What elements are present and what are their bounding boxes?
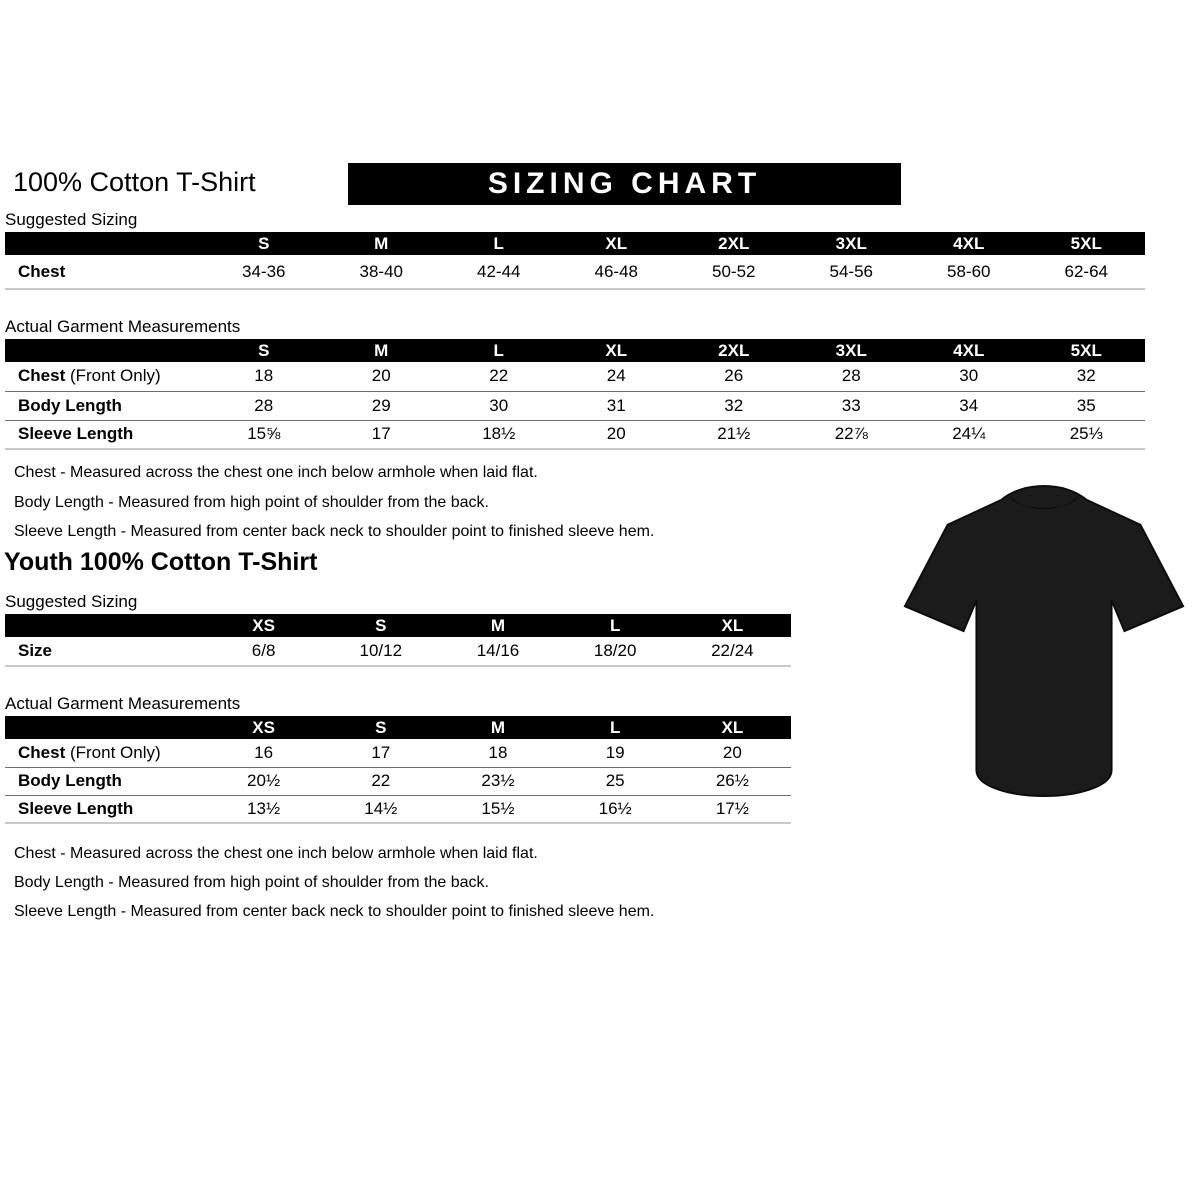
tshirt-image	[890, 468, 1198, 824]
column-header: M	[439, 716, 556, 739]
size-value: 14½	[322, 795, 439, 823]
youth-actual-table	[5, 716, 791, 824]
size-value: 15½	[439, 795, 556, 823]
size-value: 17½	[674, 795, 791, 823]
youth-actual-heading: Actual Garment Measurements	[5, 694, 241, 713]
column-header: 3XL	[793, 339, 911, 362]
adult-suggested-table	[5, 232, 1145, 290]
size-value: 32	[1028, 362, 1146, 391]
column-header: XL	[674, 614, 791, 637]
size-value: 13½	[205, 795, 322, 823]
size-value: 6/8	[205, 637, 322, 666]
youth-suggested-table	[5, 614, 791, 667]
tshirt-icon	[890, 468, 1198, 824]
column-header: L	[440, 339, 558, 362]
corner-cell	[5, 716, 205, 739]
youth-measurement-note-chest: Chest - Measured across the chest one inch below armhole when laid flat.	[14, 845, 538, 862]
corner-cell	[5, 232, 205, 255]
measurement-note-chest: Chest - Measured across the chest one inch below armhole when laid flat.	[14, 464, 538, 481]
size-value: 22⅞	[793, 420, 911, 449]
row-label	[5, 637, 205, 666]
row-label-text: Sleeve Length	[18, 424, 134, 444]
table-row	[5, 637, 791, 666]
row-label	[5, 362, 205, 391]
adult-actual-heading: Actual Garment Measurements	[5, 317, 241, 336]
column-header: XL	[674, 716, 791, 739]
row-label	[5, 391, 205, 420]
size-value: 17	[322, 739, 439, 767]
size-value: 38-40	[323, 255, 441, 289]
size-value: 62-64	[1028, 255, 1146, 289]
column-header: 2XL	[675, 339, 793, 362]
page-title: 100% Cotton T-Shirt	[13, 167, 256, 197]
column-header: S	[322, 716, 439, 739]
size-value: 50-52	[675, 255, 793, 289]
column-header: L	[440, 232, 558, 255]
corner-cell	[5, 614, 205, 637]
size-value: 20½	[205, 767, 322, 795]
column-header: XS	[205, 716, 322, 739]
banner-text: SIZING CHART	[487, 167, 762, 200]
size-value: 30	[910, 362, 1028, 391]
row-label-text: Body Length	[18, 395, 122, 415]
size-value: 33	[793, 391, 911, 420]
size-value: 34	[910, 391, 1028, 420]
size-value: 14/16	[439, 637, 556, 666]
column-header: S	[205, 232, 323, 255]
column-header: 3XL	[793, 232, 911, 255]
column-header: L	[557, 614, 674, 637]
youth-suggested-heading: Suggested Sizing	[5, 592, 138, 611]
adult-actual-table	[5, 339, 1145, 450]
table-row	[5, 255, 1145, 289]
size-value: 23½	[439, 767, 556, 795]
column-header: M	[323, 232, 441, 255]
table-row	[5, 362, 1145, 391]
size-value: 20	[323, 362, 441, 391]
column-header: 5XL	[1028, 232, 1146, 255]
size-value: 15⅝	[205, 420, 323, 449]
table-row	[5, 391, 1145, 420]
size-value: 22	[440, 362, 558, 391]
row-label	[5, 767, 205, 795]
size-value: 58-60	[910, 255, 1028, 289]
size-value: 18	[205, 362, 323, 391]
measurement-note-body-length: Body Length - Measured from high point of shoulder from the back.	[14, 494, 489, 511]
size-value: 22/24	[674, 637, 791, 666]
row-label-text: Body Length	[18, 771, 122, 790]
row-label	[5, 795, 205, 823]
size-value: 16½	[557, 795, 674, 823]
row-label	[5, 255, 205, 289]
row-label-sub: (Front Only)	[69, 742, 161, 762]
column-header: M	[439, 614, 556, 637]
column-header: S	[322, 614, 439, 637]
size-value: 35	[1028, 391, 1146, 420]
youth-measurement-note-sleeve-length: Sleeve Length - Measured from center back neck to shoulder point to finished sleeve hem.	[14, 903, 655, 920]
size-value: 18	[439, 739, 556, 767]
size-value: 25⅓	[1028, 420, 1146, 449]
sizing-chart-banner	[348, 163, 901, 205]
table-row	[5, 767, 791, 795]
size-value: 21½	[675, 420, 793, 449]
row-label	[5, 739, 205, 767]
column-header: 4XL	[910, 339, 1028, 362]
size-value: 16	[205, 739, 322, 767]
column-header: XS	[205, 614, 322, 637]
table-header-row	[5, 339, 1145, 362]
row-label-text: Chest	[18, 366, 66, 386]
adult-suggested-heading: Suggested Sizing	[5, 210, 138, 229]
column-header: 5XL	[1028, 339, 1146, 362]
corner-cell	[5, 339, 205, 362]
table-row	[5, 420, 1145, 449]
size-value: 29	[323, 391, 441, 420]
size-value: 22	[322, 767, 439, 795]
size-value: 28	[793, 362, 911, 391]
size-value: 28	[205, 391, 323, 420]
row-label	[5, 420, 205, 449]
size-value: 20	[674, 739, 791, 767]
size-value: 20	[558, 420, 676, 449]
size-value: 18/20	[557, 637, 674, 666]
size-value: 30	[440, 391, 558, 420]
size-value: 24¼	[910, 420, 1028, 449]
row-label-text: Chest	[18, 742, 66, 762]
size-value: 25	[557, 767, 674, 795]
size-value: 34-36	[205, 255, 323, 289]
size-value: 46-48	[558, 255, 676, 289]
table-header-row	[5, 614, 791, 637]
column-header: L	[557, 716, 674, 739]
table-header-row	[5, 716, 791, 739]
row-label-text: Sleeve Length	[18, 798, 134, 818]
column-header: XL	[558, 232, 676, 255]
row-label-text: Size	[18, 641, 53, 660]
youth-section-title: Youth 100% Cotton T-Shirt	[4, 548, 318, 576]
size-value: 24	[558, 362, 676, 391]
size-value: 42-44	[440, 255, 558, 289]
table-header-row	[5, 232, 1145, 255]
size-value: 26	[675, 362, 793, 391]
measurement-note-sleeve-length: Sleeve Length - Measured from center back neck to shoulder point to finished sleeve hem.	[14, 523, 655, 540]
column-header: XL	[558, 339, 676, 362]
youth-measurement-note-body-length: Body Length - Measured from high point of shoulder from the back.	[14, 874, 489, 891]
size-value: 19	[557, 739, 674, 767]
table-row	[5, 795, 791, 823]
size-value: 18½	[440, 420, 558, 449]
size-value: 31	[558, 391, 676, 420]
size-value: 10/12	[322, 637, 439, 666]
column-header: 2XL	[675, 232, 793, 255]
column-header: M	[323, 339, 441, 362]
row-label-sub: (Front Only)	[69, 366, 161, 386]
size-value: 32	[675, 391, 793, 420]
column-header: S	[205, 339, 323, 362]
column-header: 4XL	[910, 232, 1028, 255]
row-label-text: Chest	[18, 261, 66, 281]
size-value: 54-56	[793, 255, 911, 289]
size-value: 17	[323, 420, 441, 449]
size-value: 26½	[674, 767, 791, 795]
table-row	[5, 739, 791, 767]
